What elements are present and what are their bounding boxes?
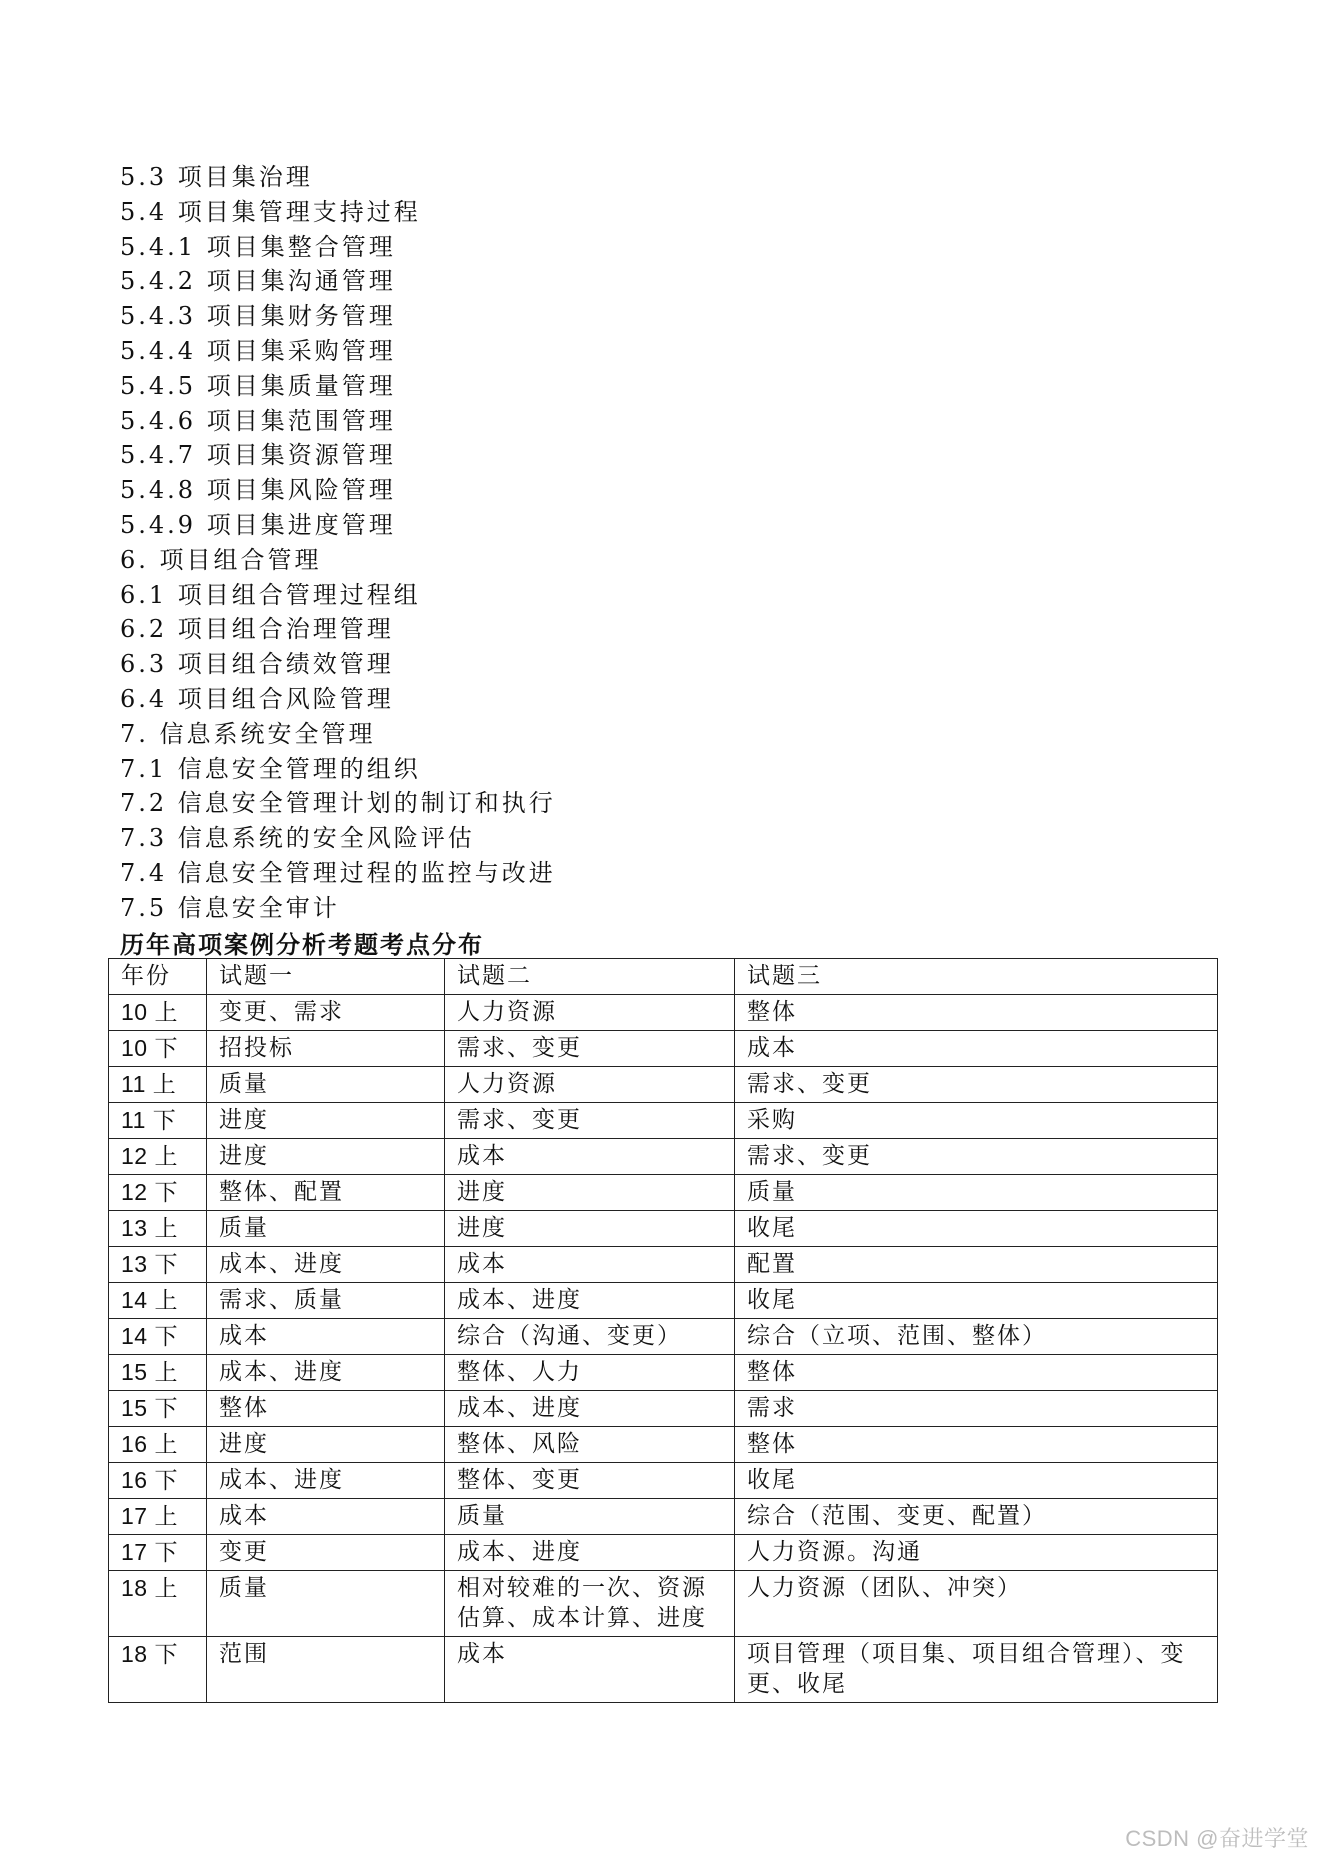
- table-row: [109, 1139, 1218, 1175]
- table-cell: 需求: [735, 1391, 1218, 1427]
- table-cell: 需求、变更: [735, 1139, 1218, 1175]
- table-cell: 范围: [207, 1637, 445, 1703]
- year-cell: 13 下: [109, 1247, 207, 1283]
- table-cell: 人力资源: [445, 1067, 735, 1103]
- year-cell: 10 上: [109, 995, 207, 1031]
- outline-item: 6.2 项目组合治理管理: [120, 615, 394, 644]
- table-cell: 质量: [207, 1571, 445, 1637]
- column-header-question-1: 试题一: [207, 959, 445, 995]
- table-cell: 成本、进度: [445, 1391, 735, 1427]
- table-cell: 综合（范围、变更、配置）: [735, 1499, 1218, 1535]
- table-cell: 进度: [445, 1175, 735, 1211]
- outline-item: 7. 信息系统安全管理: [120, 719, 376, 748]
- outline-item: 5.4.2 项目集沟通管理: [120, 267, 396, 296]
- column-header-question-3: 试题三: [735, 959, 1218, 995]
- column-header-question-2: 试题二: [445, 959, 735, 995]
- table-cell: 需求、变更: [445, 1103, 735, 1139]
- outline-item: 5.4.5 项目集质量管理: [120, 371, 396, 400]
- year-cell: 18 上: [109, 1571, 207, 1637]
- table-cell: 收尾: [735, 1211, 1218, 1247]
- outline-item: 5.3 项目集治理: [120, 163, 313, 191]
- table-row: [109, 995, 1218, 1031]
- table-row: [109, 1283, 1218, 1319]
- outline-item: 5.4.9 项目集进度管理: [120, 510, 396, 539]
- table-cell: 成本: [445, 1139, 735, 1175]
- outline-item: 5.4.6 项目集范围管理: [120, 406, 396, 435]
- table-cell: 综合（沟通、变更）: [445, 1319, 735, 1355]
- table-row: [109, 1103, 1218, 1139]
- table-cell: 配置: [735, 1247, 1218, 1283]
- outline-item: 6.3 项目组合绩效管理: [120, 650, 394, 679]
- table-row: [109, 1391, 1218, 1427]
- table-cell: 质量: [207, 1211, 445, 1247]
- table-cell: 采购: [735, 1103, 1218, 1139]
- table-cell: 成本、进度: [207, 1247, 445, 1283]
- table-row: [109, 1571, 1218, 1637]
- outline-item: 7.2 信息安全管理计划的制订和执行: [120, 789, 556, 818]
- table-cell: 进度: [207, 1427, 445, 1463]
- table-row: [109, 1637, 1218, 1703]
- outline-item: 5.4.4 项目集采购管理: [120, 336, 396, 365]
- table-cell: 人力资源: [445, 995, 735, 1031]
- year-cell: 17 下: [109, 1535, 207, 1571]
- outline-item: 7.4 信息安全管理过程的监控与改进: [120, 858, 556, 887]
- exam-distribution-table: [108, 958, 1218, 1703]
- table-cell: 进度: [445, 1211, 735, 1247]
- table-row: [109, 1319, 1218, 1355]
- table-row: [109, 1463, 1218, 1499]
- year-cell: 12 上: [109, 1139, 207, 1175]
- table-cell: 项目管理（项目集、项目组合管理）、变更、收尾: [735, 1637, 1218, 1703]
- table-cell: 成本、进度: [445, 1535, 735, 1571]
- year-cell: 11 上: [109, 1067, 207, 1103]
- table-cell: 变更、需求: [207, 995, 445, 1031]
- table-row: [109, 1247, 1218, 1283]
- table-cell: 成本: [735, 1031, 1218, 1067]
- column-header-year: 年份: [109, 959, 207, 995]
- table-row: [109, 1067, 1218, 1103]
- table-cell: 成本、进度: [207, 1463, 445, 1499]
- table-row: [109, 1499, 1218, 1535]
- year-cell: 17 上: [109, 1499, 207, 1535]
- outline-item: 5.4 项目集管理支持过程: [120, 197, 421, 226]
- table-cell: 成本、进度: [207, 1355, 445, 1391]
- table-row: [109, 1355, 1218, 1391]
- table-row: [109, 1031, 1218, 1067]
- year-cell: 14 下: [109, 1319, 207, 1355]
- outline-item: 7.1 信息安全管理的组织: [120, 754, 421, 783]
- table-cell: 人力资源（团队、冲突）: [735, 1571, 1218, 1637]
- year-cell: 13 上: [109, 1211, 207, 1247]
- table-row: [109, 1427, 1218, 1463]
- table-cell: 进度: [207, 1103, 445, 1139]
- year-cell: 16 下: [109, 1463, 207, 1499]
- table-row: [109, 1535, 1218, 1571]
- outline-list: [120, 160, 556, 926]
- table-cell: 收尾: [735, 1463, 1218, 1499]
- outline-item: 7.5 信息安全审计: [120, 893, 340, 922]
- table-cell: 相对较难的一次、资源估算、成本计算、进度: [445, 1571, 735, 1637]
- table-cell: 成本、进度: [445, 1283, 735, 1319]
- outline-item: 6.4 项目组合风险管理: [120, 684, 394, 713]
- year-cell: 18 下: [109, 1637, 207, 1703]
- year-cell: 16 上: [109, 1427, 207, 1463]
- year-cell: 14 上: [109, 1283, 207, 1319]
- table-cell: 成本: [445, 1637, 735, 1703]
- table-row: [109, 1211, 1218, 1247]
- table-row: [109, 1175, 1218, 1211]
- table-cell: 成本: [207, 1499, 445, 1535]
- table-cell: 招投标: [207, 1031, 445, 1067]
- table-header-row: [109, 959, 1218, 995]
- year-cell: 10 下: [109, 1031, 207, 1067]
- table-cell: 整体、配置: [207, 1175, 445, 1211]
- outline-item: 7.3 信息系统的安全风险评估: [120, 824, 475, 853]
- csdn-watermark: CSDN @奋进学堂: [1125, 1826, 1309, 1851]
- year-cell: 11 下: [109, 1103, 207, 1139]
- table-cell: 质量: [735, 1175, 1218, 1211]
- table-cell: 需求、变更: [735, 1067, 1218, 1103]
- outline-item: 6. 项目组合管理: [120, 545, 322, 574]
- table-cell: 整体: [735, 995, 1218, 1031]
- outline-item: 6.1 项目组合管理过程组: [120, 580, 421, 609]
- table-cell: 质量: [207, 1067, 445, 1103]
- outline-item: 5.4.1 项目集整合管理: [120, 232, 396, 261]
- table-cell: 整体、风险: [445, 1427, 735, 1463]
- table-cell: 收尾: [735, 1283, 1218, 1319]
- table-cell: 整体、人力: [445, 1355, 735, 1391]
- year-cell: 15 上: [109, 1355, 207, 1391]
- table-cell: 需求、质量: [207, 1283, 445, 1319]
- year-cell: 12 下: [109, 1175, 207, 1211]
- table-cell: 质量: [445, 1499, 735, 1535]
- table-cell: 综合（立项、范围、整体）: [735, 1319, 1218, 1355]
- table-cell: 人力资源。沟通: [735, 1535, 1218, 1571]
- year-cell: 15 下: [109, 1391, 207, 1427]
- table-cell: 整体、变更: [445, 1463, 735, 1499]
- table-cell: 变更: [207, 1535, 445, 1571]
- table-cell: 整体: [735, 1355, 1218, 1391]
- table-title: 历年高项案例分析考题考点分布: [120, 930, 484, 959]
- table-cell: 成本: [207, 1319, 445, 1355]
- outline-item: 5.4.7 项目集资源管理: [120, 441, 396, 470]
- table-cell: 进度: [207, 1139, 445, 1175]
- table-cell: 整体: [207, 1391, 445, 1427]
- outline-item: 5.4.3 项目集财务管理: [120, 302, 396, 331]
- table-cell: 成本: [445, 1247, 735, 1283]
- table-cell: 需求、变更: [445, 1031, 735, 1067]
- outline-item: 5.4.8 项目集风险管理: [120, 476, 396, 505]
- table-cell: 整体: [735, 1427, 1218, 1463]
